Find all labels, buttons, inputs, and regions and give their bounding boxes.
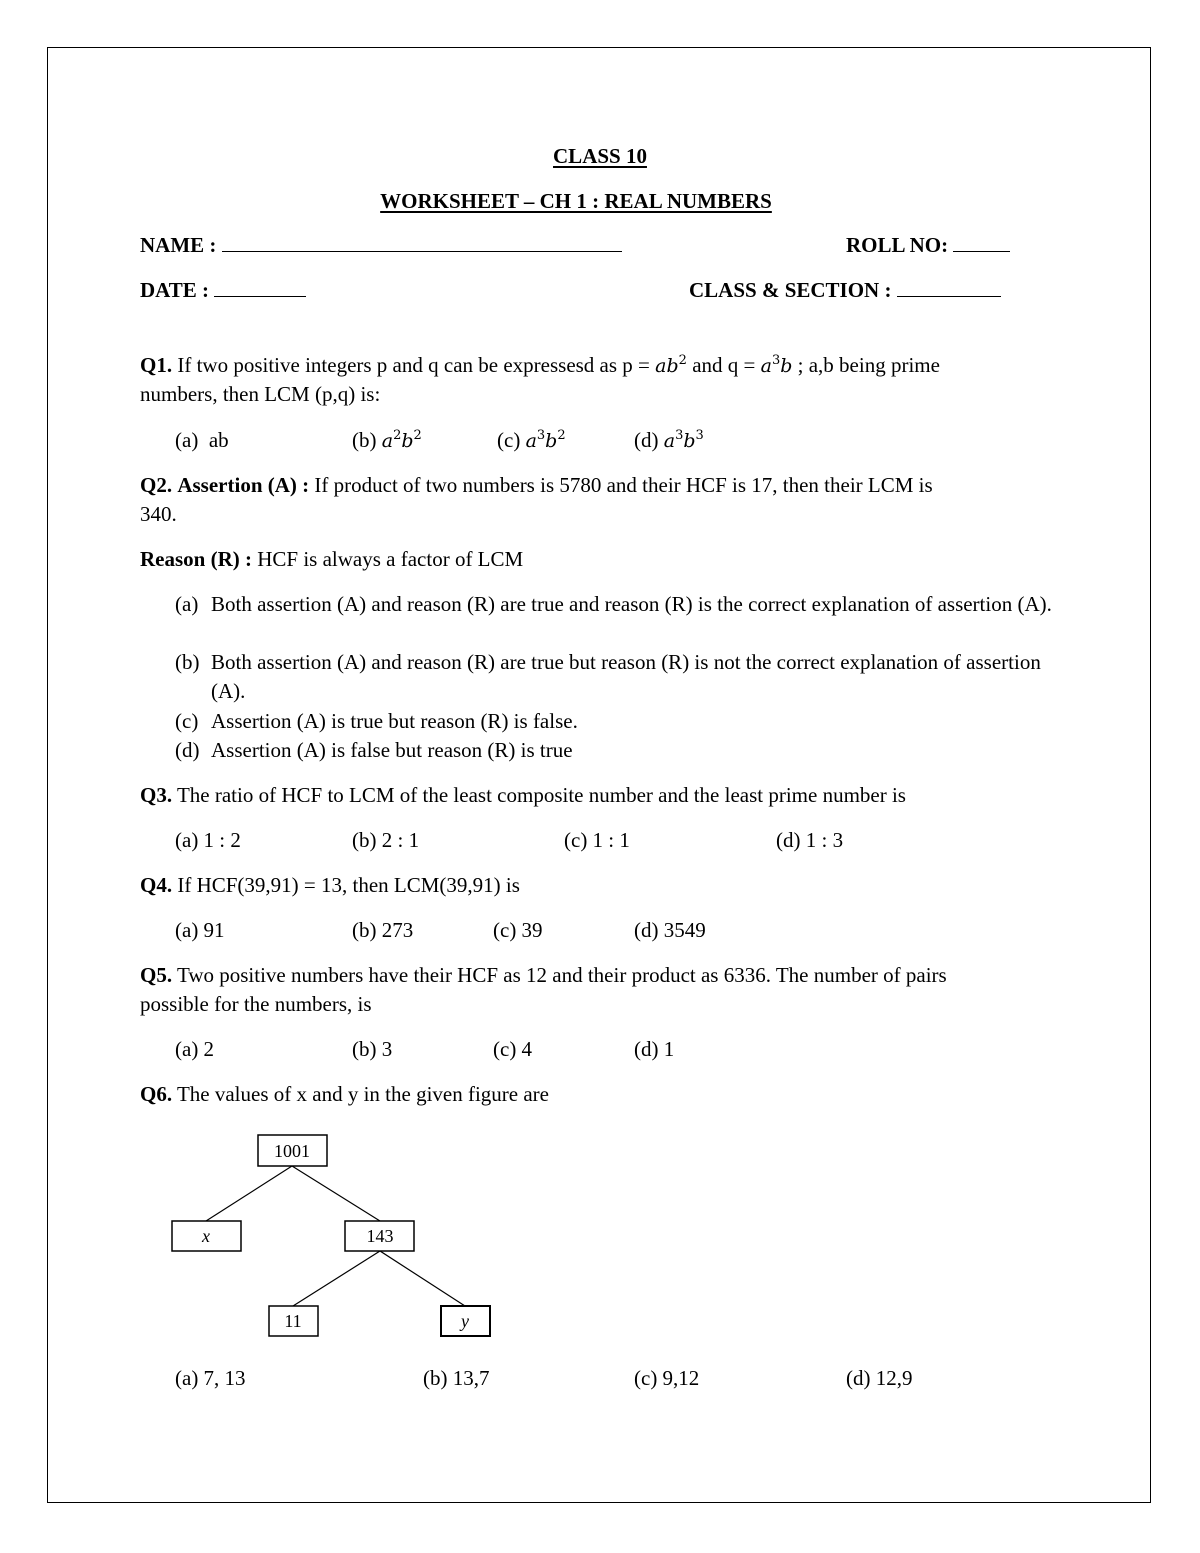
q1-option-a[interactable]: (a) ab xyxy=(175,428,229,452)
q3-option-b[interactable]: (b) 2 : 1 xyxy=(352,828,420,852)
tree-label-y: y xyxy=(461,1311,469,1331)
q5-option-a[interactable]: (a) 2 xyxy=(175,1037,215,1061)
tree-label-11: 11 xyxy=(284,1311,302,1331)
q2-option-d[interactable]: (d) Assertion (A) is false but reason (R) is true xyxy=(175,738,573,762)
q6-option-c[interactable]: (c) 9,12 xyxy=(634,1366,700,1390)
tree-edge xyxy=(293,1251,380,1306)
q2-option-a[interactable]: (a) Both assertion (A) and reason (R) are true and reason (R) is the correct explanation of assertion (A). xyxy=(175,592,1052,616)
q5-option-d[interactable]: (d) 1 xyxy=(634,1037,675,1061)
q1-option-d[interactable]: (d) $a^3b^3$ xyxy=(634,428,704,452)
q3-option-a[interactable]: (a) 1 : 2 xyxy=(175,828,241,852)
date-label: DATE : xyxy=(140,278,210,302)
q3-text: The ratio of HCF to LCM of the least composite number and the least prime number is xyxy=(172,783,906,807)
q2-reason-label: Reason (R) : xyxy=(140,547,252,571)
q1-text: ; a,b being prime xyxy=(792,353,940,377)
name-label: NAME : xyxy=(140,233,217,257)
q5-line2: possible for the numbers, is xyxy=(140,992,372,1016)
worksheet-title: WORKSHEET – CH 1 : REAL NUMBERS xyxy=(380,189,772,213)
tree-edge xyxy=(292,1166,380,1221)
q1-text: and q = xyxy=(686,353,761,377)
q2-assertion-line2: 340. xyxy=(140,502,177,526)
q2-number: Q2. xyxy=(140,473,173,497)
q4-number: Q4. xyxy=(140,873,173,897)
q1-text: If two positive integers p and q can be expressesd as p = xyxy=(172,353,656,377)
q6-number: Q6. xyxy=(140,1082,173,1106)
q3-option-c[interactable]: (c) 1 : 1 xyxy=(564,828,630,852)
q1-line2: numbers, then LCM (p,q) is: xyxy=(140,382,381,406)
q4-option-c[interactable]: (c) 39 xyxy=(493,918,543,942)
class-section-label: CLASS & SECTION : xyxy=(689,278,892,302)
q5-number: Q5. xyxy=(140,963,173,987)
q5-option-b[interactable]: (b) 3 xyxy=(352,1037,393,1061)
q2-assertion-label: Assertion (A) : xyxy=(177,473,310,497)
q5-text: Two positive numbers have their HCF as 12 and their product as 6336. The number of pairs xyxy=(172,963,947,987)
q2-reason-text: HCF is always a factor of LCM xyxy=(251,547,524,571)
q4-option-b[interactable]: (b) 273 xyxy=(352,918,414,942)
q3-option-d[interactable]: (d) 1 : 3 xyxy=(776,828,844,852)
q5-option-c[interactable]: (c) 4 xyxy=(493,1037,533,1061)
class-title: CLASS 10 xyxy=(553,144,647,168)
q2-assertion-text: If product of two numbers is 5780 and their HCF is 17, then their LCM is xyxy=(309,473,933,497)
q1-option-c[interactable]: (c) $a^3b^2$ xyxy=(497,428,566,452)
q6-text: The values of x and y in the given figure are xyxy=(172,1082,549,1106)
q3-number: Q3. xyxy=(140,783,173,807)
tree-label-143: 143 xyxy=(366,1226,394,1246)
q1-option-b[interactable]: (b) $a^2b^2$ xyxy=(352,428,422,452)
q1-expr-p: $ab^2$ xyxy=(655,353,687,377)
q2-option-c[interactable]: (c) Assertion (A) is true but reason (R) is false. xyxy=(175,709,578,733)
q4-option-a[interactable]: (a) 91 xyxy=(175,918,225,942)
roll-label: ROLL NO: xyxy=(846,233,949,257)
tree-label-root: 1001 xyxy=(274,1141,310,1161)
q4-option-d[interactable]: (d) 3549 xyxy=(634,918,706,942)
q1-expr-q: $a^3b$ xyxy=(760,353,793,377)
tree-edge xyxy=(380,1251,465,1306)
q6-option-a[interactable]: (a) 7, 13 xyxy=(175,1366,246,1390)
tree-label-x: x xyxy=(202,1226,210,1246)
q6-option-b[interactable]: (b) 13,7 xyxy=(423,1366,490,1390)
q4-text: If HCF(39,91) = 13, then LCM(39,91) is xyxy=(172,873,520,897)
q6-option-d[interactable]: (d) 12,9 xyxy=(846,1366,913,1390)
q1-number: Q1. xyxy=(140,353,173,377)
q2-option-b[interactable]: (b) Both assertion (A) and reason (R) are true but reason (R) is not the correct explanation of assertion (A). xyxy=(175,650,1041,703)
tree-edge xyxy=(206,1166,292,1221)
